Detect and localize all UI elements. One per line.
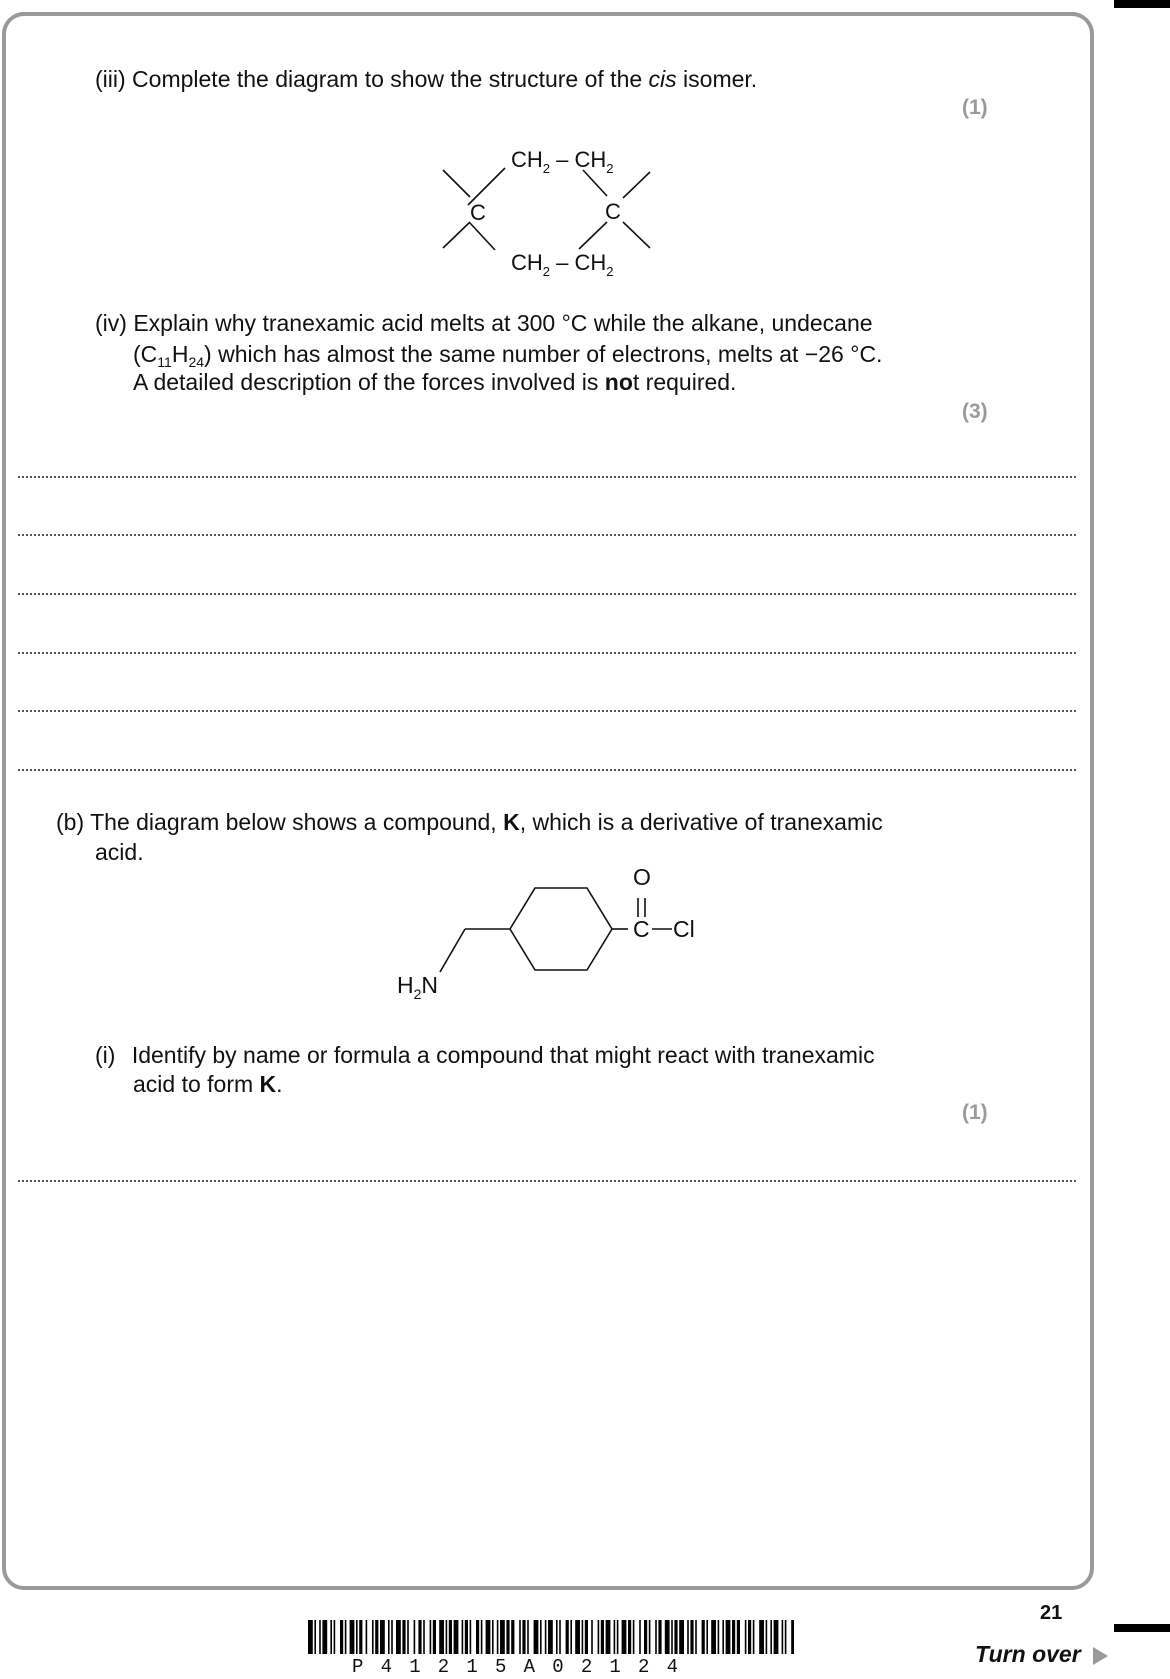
barcode-bar xyxy=(380,1620,385,1654)
barcode-bar xyxy=(527,1620,529,1654)
barcode-bar xyxy=(470,1620,472,1654)
barcode-bar xyxy=(722,1620,724,1654)
barcode-bar xyxy=(566,1620,569,1654)
barcode-bar xyxy=(655,1620,657,1654)
chlorine-atom: Cl xyxy=(673,916,695,942)
barcode-bar xyxy=(582,1620,584,1654)
question-b-line2: acid. xyxy=(95,839,144,865)
barcode-bar xyxy=(706,1620,708,1654)
barcode-bar xyxy=(366,1620,368,1654)
barcode-bar xyxy=(486,1620,491,1654)
barcode-bar xyxy=(481,1620,483,1654)
barcode-bar xyxy=(334,1620,336,1654)
barcode-bar xyxy=(350,1620,355,1654)
barcode-bar xyxy=(430,1620,432,1654)
barcode-bar xyxy=(476,1620,479,1654)
question-b-i-line1: (i) Identify by name or formula a compound that might react with tranexamic xyxy=(95,1042,875,1068)
barcode-bar xyxy=(359,1620,362,1654)
barcode-bar xyxy=(591,1620,593,1654)
barcode-bar xyxy=(522,1620,525,1654)
barcode-bar xyxy=(601,1620,604,1654)
barcode-bar xyxy=(462,1620,464,1654)
question-iii-label: (iii) xyxy=(95,66,126,92)
question-iv-line2: $(C_{11}H_{24})$ which has almost the same number of electrons, melts at −26 °C. xyxy=(133,341,883,370)
barcode-bar xyxy=(548,1620,553,1654)
barcode-bar xyxy=(695,1620,697,1654)
barcode-bar xyxy=(500,1620,505,1654)
amine-group: $H_2N$ xyxy=(397,972,439,1002)
carbonyl-carbon: C xyxy=(633,916,650,942)
barcode-bar xyxy=(737,1620,740,1654)
barcode-bar xyxy=(774,1620,779,1654)
barcode-bar xyxy=(658,1620,661,1654)
barcode-bar xyxy=(753,1620,755,1654)
question-b-i-label: (i) xyxy=(95,1042,116,1068)
ring-right-carbon: C xyxy=(605,199,621,224)
barcode-bar xyxy=(308,1620,313,1654)
barcode-bar xyxy=(322,1620,327,1654)
barcode-bar xyxy=(418,1620,421,1654)
barcode-bar xyxy=(402,1620,405,1654)
barcode-bar xyxy=(644,1620,647,1654)
barcode-bar xyxy=(690,1620,693,1654)
barcode-bar xyxy=(606,1620,611,1654)
barcode-bar xyxy=(506,1620,509,1654)
question-iv-line1: (iv) Explain why tranexamic acid melts at 300 °C while the alkane, undecane xyxy=(95,310,873,336)
cyclohexane-ring xyxy=(510,888,612,970)
barcode-bar xyxy=(492,1620,494,1654)
barcode-bar xyxy=(540,1620,542,1654)
marks-iii: (1) xyxy=(962,96,988,119)
edge-mark-bottom xyxy=(1114,1624,1170,1632)
barcode-bar xyxy=(770,1620,772,1654)
play-arrow-icon xyxy=(1093,1647,1108,1665)
ring-left-carbon: C xyxy=(470,200,486,225)
barcode-bar xyxy=(545,1620,547,1654)
barcode-bar xyxy=(391,1620,393,1654)
barcode-bar xyxy=(639,1620,641,1654)
barcode-bar xyxy=(319,1620,321,1654)
barcode-bar xyxy=(356,1620,358,1654)
barcode-bar xyxy=(585,1620,588,1654)
barcode-bar xyxy=(614,1620,616,1654)
barcode-bar xyxy=(575,1620,580,1654)
barcode-bar xyxy=(396,1620,401,1654)
barcode-bar xyxy=(570,1620,572,1654)
barcode-bar xyxy=(330,1620,332,1654)
barcode-bar xyxy=(622,1620,627,1654)
barcode-bar xyxy=(375,1620,378,1654)
barcode-bar xyxy=(446,1620,448,1654)
barcode-bar xyxy=(782,1620,784,1654)
barcode-bar xyxy=(766,1620,768,1654)
barcode-bar xyxy=(465,1620,468,1654)
barcode-bar xyxy=(759,1620,764,1654)
barcode-bar xyxy=(791,1620,794,1654)
barcode-bar xyxy=(454,1620,459,1654)
barcode-bar xyxy=(748,1620,751,1654)
barcode-bar xyxy=(497,1620,499,1654)
barcode-bar xyxy=(745,1620,747,1654)
barcode-bar xyxy=(702,1620,705,1654)
barcode-bar xyxy=(340,1620,343,1654)
barcode-bar xyxy=(633,1620,635,1654)
barcode-bar xyxy=(511,1620,514,1654)
question-iii-text: Complete the diagram to show the structure of the cis isomer. xyxy=(132,66,758,92)
barcode-bar xyxy=(732,1620,735,1654)
question-iv-line3: A detailed description of the forces involved is not required. xyxy=(133,369,737,395)
barcode-bar xyxy=(711,1620,716,1654)
barcode-bar xyxy=(628,1620,631,1654)
barcode-bar xyxy=(414,1620,416,1654)
marks-b-i: (1) xyxy=(962,1101,988,1124)
barcode-bar xyxy=(372,1620,374,1654)
barcode-bar xyxy=(519,1620,521,1654)
barcode-digits: P41215A02124 xyxy=(352,1656,696,1678)
barcode-bar xyxy=(687,1620,689,1654)
barcode-bar xyxy=(433,1620,436,1654)
ring-bottom-label: $CH_2 - CH_2$ xyxy=(511,250,614,279)
barcode-bar xyxy=(556,1620,558,1654)
barcode-bar xyxy=(726,1620,731,1654)
barcode-bar xyxy=(449,1620,452,1654)
barcode-bar xyxy=(649,1620,651,1654)
marks-iv: (3) xyxy=(962,400,988,423)
answer-line[interactable] xyxy=(18,1180,1076,1182)
barcode-bar xyxy=(407,1620,409,1654)
barcode-bar xyxy=(534,1620,539,1654)
oxygen-atom: O xyxy=(633,864,651,890)
barcode-bar xyxy=(674,1620,677,1654)
ring-top-label: $CH_2 - CH_2$ xyxy=(511,147,614,176)
barcode-bar xyxy=(388,1620,390,1654)
question-b-label: (b) xyxy=(56,809,85,835)
barcode-bar xyxy=(423,1620,425,1654)
barcode-bar xyxy=(665,1620,670,1654)
barcode-bar xyxy=(617,1620,619,1654)
question-b-line1: (b) The diagram below shows a compound, K, which is a derivative of tranexamic xyxy=(56,809,883,835)
question-b-i-line2: acid to form K. xyxy=(133,1071,283,1097)
barcode-bar xyxy=(345,1620,347,1654)
question-iv-label: (iv) xyxy=(95,310,127,336)
barcode-bar xyxy=(679,1620,684,1654)
barcode-bar xyxy=(439,1620,444,1654)
barcode-bar xyxy=(559,1620,561,1654)
barcode-bar xyxy=(671,1620,673,1654)
ch2-nh2-bond xyxy=(440,929,465,972)
turn-over-label: Turn over xyxy=(975,1641,1108,1668)
barcode-bar xyxy=(718,1620,720,1654)
page-number: 21 xyxy=(1040,1602,1063,1624)
barcode-bar xyxy=(785,1620,787,1654)
barcode-bar xyxy=(314,1620,316,1654)
barcode-bar xyxy=(598,1620,600,1654)
